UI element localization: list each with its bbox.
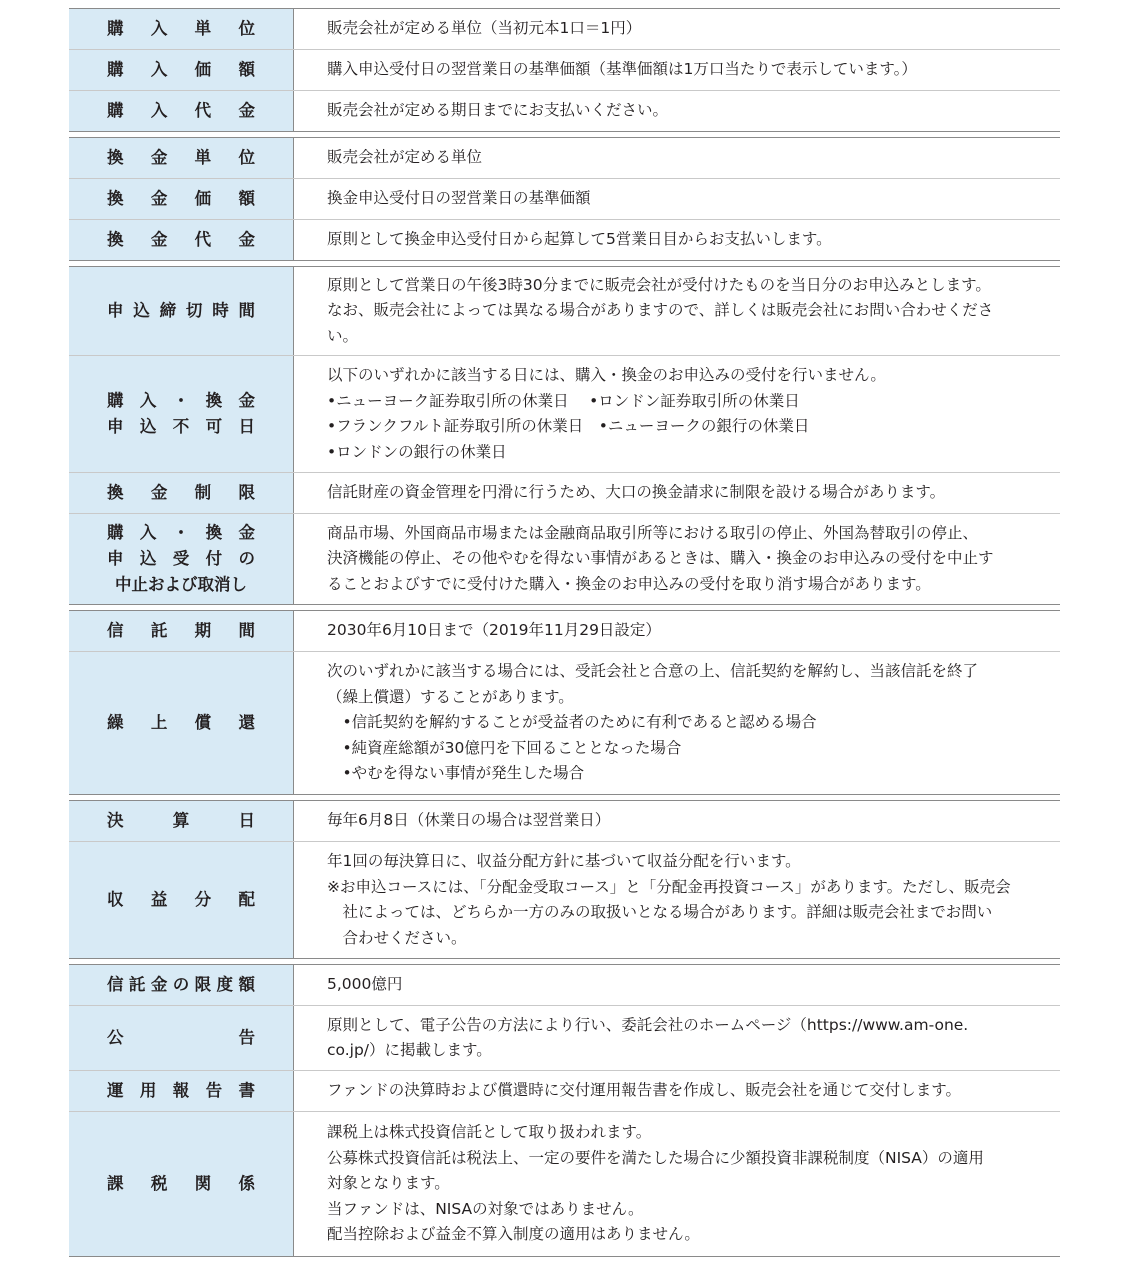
row-value-line: 課税上は株式投資信託として取り扱われます。	[327, 1123, 652, 1142]
row-label-line	[107, 1025, 255, 1051]
row-label-line	[107, 1078, 255, 1104]
row-value-line: •信託契約を解約することが受益者のために有利であると認める場合	[327, 713, 817, 732]
row-label-char: 可	[205, 417, 223, 436]
row-label-char: 位	[238, 19, 255, 38]
row-label-char: 付	[205, 549, 223, 568]
row-value-line: 原則として換金申込受付日から起算して5営業日目からお支払いします。	[327, 230, 832, 249]
row-label-char: 切	[185, 301, 203, 320]
row-value-line: 配当控除および益金不算入制度の適用はありません。	[327, 1225, 700, 1244]
table-row	[69, 965, 1060, 1005]
row-label-char: ・	[172, 523, 190, 542]
row-value	[294, 50, 1060, 90]
row-label	[69, 652, 294, 794]
row-label	[69, 965, 294, 1005]
row-label-line	[107, 887, 255, 913]
row-value	[294, 9, 1060, 49]
row-label-char: 入	[150, 19, 168, 38]
row-value-line: 5,000億円	[327, 975, 403, 994]
row-label-char: 入	[150, 60, 168, 79]
row-label-char: 金	[150, 230, 168, 249]
table-row	[69, 138, 1060, 178]
row-label-char: 込	[133, 301, 150, 320]
row-value-line: 商品市場、外国商品市場または金融商品取引所等における取引の停止、外国為替取引の停止、	[327, 523, 979, 542]
row-value	[294, 965, 1060, 1005]
row-label-char: 金	[150, 189, 168, 208]
row-label-char: 書	[238, 1081, 255, 1100]
row-label-char: 間	[238, 621, 255, 640]
row-value	[294, 652, 1060, 794]
row-value	[294, 473, 1060, 513]
row-value	[294, 842, 1060, 958]
row-label-char: 日	[238, 417, 255, 436]
row-label-char: 関	[194, 1174, 212, 1193]
row-label-line	[107, 388, 255, 414]
row-value-line: 2030年6月10日まで（2019年11月29日設定）	[327, 621, 661, 640]
row-label	[69, 514, 294, 604]
row-value-line: •純資産総額が30億円を下回ることとなった場合	[327, 738, 682, 757]
row-label	[69, 50, 294, 90]
row-label-char: 購	[107, 391, 124, 410]
row-label-char: 購	[107, 60, 124, 79]
row-label-char: 価	[194, 60, 212, 79]
row-label-line	[107, 808, 255, 834]
table-row	[69, 90, 1060, 131]
row-label-char: 代	[194, 230, 212, 249]
row-value-line: 年1回の毎決算日に、収益分配方針に基づいて収益分配を行います。	[327, 852, 801, 870]
row-value-line: 原則として、電子公告の方法により行い、委託会社のホームページ（https://www.am-one.	[327, 1015, 969, 1034]
row-value	[294, 611, 1060, 651]
row-label-line	[107, 186, 255, 212]
row-value-line: （繰上償還）することがあります。	[327, 687, 574, 706]
row-label-char: 収	[107, 890, 124, 909]
row-label-char: 申	[107, 417, 124, 436]
row-label-char: 間	[238, 301, 255, 320]
row-label-char: 分	[194, 890, 212, 909]
row-value-line: ることおよびすでに受付けた購入・換金のお申込みの受付を取り消す場合があります。	[327, 574, 931, 593]
row-label	[69, 220, 294, 260]
row-value-line: 信託財産の資金管理を円滑に行うため、大口の換金請求に制限を設ける場合があります。	[327, 483, 946, 502]
row-value	[294, 138, 1060, 178]
row-value	[294, 1071, 1060, 1111]
row-value-line: 社によっては、どちらか一方のみの取扱いとなる場合があります。詳細は販売会社までお問い	[327, 903, 993, 921]
row-label-char: 決	[107, 811, 124, 830]
row-label-char: 入	[139, 391, 157, 410]
row-label-char: 託	[128, 975, 146, 994]
row-value-line: ※お申込コースには、「分配金受取コース」と「分配金再投資コース」があります。ただし、販売会	[327, 877, 1011, 896]
row-label-char: 課	[107, 1174, 124, 1193]
row-value-line: なお、販売会社によっては異なる場合がありますので、詳しくは販売会社にお問い合わせくださ	[327, 301, 994, 320]
row-label-char: 信	[107, 975, 124, 994]
row-value-line: 対象となります。	[327, 1174, 450, 1193]
row-label-char: 価	[194, 189, 212, 208]
table-section	[69, 8, 1060, 132]
table-row	[69, 355, 1060, 472]
row-label-char: 購	[107, 523, 124, 542]
row-label-char: 換	[107, 189, 124, 208]
row-value-line: •フランクフルト証券取引所の休業日 •ニューヨークの銀行の休業日	[327, 417, 810, 435]
row-value-line: 販売会社が定める単位	[327, 148, 483, 167]
row-label-char: 税	[150, 1174, 168, 1193]
row-label-line	[107, 1171, 255, 1197]
row-label-char: 入	[150, 101, 168, 120]
row-value	[294, 179, 1060, 219]
row-label	[69, 1071, 294, 1111]
row-label-char: 告	[205, 1081, 223, 1100]
row-label-char: 度	[216, 975, 234, 994]
row-value	[294, 514, 1060, 604]
row-label-char: 締	[159, 301, 177, 320]
row-label-char: 額	[238, 975, 255, 994]
table-row	[69, 9, 1060, 49]
row-label-char: 償	[194, 713, 212, 732]
row-label	[69, 9, 294, 49]
row-label-line	[107, 546, 255, 572]
table-row	[69, 219, 1060, 260]
row-label	[69, 842, 294, 958]
row-label	[69, 91, 294, 131]
table-row	[69, 178, 1060, 219]
row-value-line: 合わせください。	[327, 928, 467, 947]
row-label	[69, 1006, 294, 1070]
row-label-char: 金	[150, 975, 168, 994]
row-label-char: 入	[139, 523, 157, 542]
row-label-char: 金	[238, 101, 255, 120]
row-value-line: 公募株式投資信託は税法上、一定の要件を満たした場合に少額投資非課税制度（NISA）の適用	[327, 1148, 984, 1167]
row-label-line	[107, 227, 255, 253]
table-section	[69, 800, 1060, 959]
row-label	[69, 1112, 294, 1256]
table-row	[69, 267, 1060, 355]
row-label-char: 日	[238, 811, 255, 830]
table-row	[69, 841, 1060, 958]
row-label-char: 運	[107, 1081, 124, 1100]
row-label-char: 報	[172, 1081, 190, 1100]
row-label-char: 金	[150, 483, 168, 502]
row-label-char: 益	[150, 890, 168, 909]
table-section	[69, 266, 1060, 605]
row-label-char: 告	[238, 1028, 255, 1047]
row-label-char: 換	[107, 230, 124, 249]
row-label	[69, 138, 294, 178]
row-value-line: ファンドの決算時および償還時に交付運用報告書を作成し、販売会社を通じて交付します。	[327, 1081, 961, 1100]
row-label-line	[107, 572, 255, 598]
row-label-char: 単	[194, 19, 212, 38]
table-section	[69, 137, 1060, 261]
row-label-char: 購	[107, 19, 124, 38]
row-label-char: 換	[107, 148, 124, 167]
row-label	[69, 473, 294, 513]
row-label-char: 信	[107, 621, 124, 640]
row-value-line: 決済機能の停止、その他やむを得ない事情があるときは、購入・換金のお申込みの受付を中止す	[327, 549, 994, 568]
row-label-char: 受	[172, 549, 190, 568]
table-row	[69, 49, 1060, 90]
row-value-line: •やむを得ない事情が発生した場合	[327, 764, 585, 783]
row-label-char: 限	[238, 483, 255, 502]
row-label-line	[107, 145, 255, 171]
row-label-char: 金	[238, 523, 255, 542]
row-value	[294, 267, 1060, 355]
row-label-char: の	[238, 549, 255, 568]
row-value-line: 販売会社が定める期日までにお支払いください。	[327, 101, 669, 120]
row-label-char: 配	[238, 890, 255, 909]
row-value-line: 以下のいずれかに該当する日には、購入・換金のお申込みの受付を行いません。	[327, 366, 886, 384]
row-value-line: 当ファンドは、NISAの対象ではありません。	[327, 1199, 644, 1218]
row-label	[69, 611, 294, 651]
row-label-char: 上	[150, 713, 168, 732]
row-label-char: 位	[238, 148, 255, 167]
row-value-line: •ニューヨーク証券取引所の休業日 •ロンドン証券取引所の休業日	[327, 391, 800, 410]
row-label-char: 単	[194, 148, 212, 167]
row-value-line: 原則として営業日の午後3時30分までに販売会社が受付けたものを当日分のお申込みとします。	[327, 275, 991, 294]
table-row	[69, 472, 1060, 513]
row-label-char: 込	[139, 417, 157, 436]
row-label-char: 限	[194, 975, 212, 994]
row-label-char: 金	[238, 230, 255, 249]
row-label-char: 中止および取消し	[115, 575, 247, 594]
row-value-line: •ロンドンの銀行の休業日	[327, 442, 507, 461]
row-label-char: 還	[238, 713, 255, 732]
row-label-char: 込	[139, 549, 157, 568]
row-value-line: い。	[327, 326, 359, 345]
row-label-char: 換	[205, 523, 223, 542]
row-label-line	[107, 520, 255, 546]
table-row	[69, 1005, 1060, 1070]
row-value-line: 販売会社が定める単位（当初元本1口＝1円）	[327, 19, 642, 38]
row-value	[294, 220, 1060, 260]
row-label-line	[107, 480, 255, 506]
row-label	[69, 801, 294, 841]
row-value-line: 毎年6月8日（休業日の場合は翌営業日）	[327, 811, 611, 830]
table-row	[69, 513, 1060, 604]
row-label-line	[107, 16, 255, 42]
row-label-line	[107, 298, 255, 324]
row-label-line	[107, 414, 255, 440]
fund-terms-table	[69, 8, 1060, 1262]
table-row	[69, 651, 1060, 794]
row-label-char: 額	[238, 60, 255, 79]
row-label-char: ・	[172, 391, 190, 410]
row-label	[69, 179, 294, 219]
row-value-line: 換金申込受付日の翌営業日の基準価額	[327, 189, 591, 208]
row-label-char: 換	[107, 483, 124, 502]
row-label-line	[107, 98, 255, 124]
row-label-line	[107, 57, 255, 83]
table-section	[69, 964, 1060, 1257]
row-value-line: co.jp/）に掲載します。	[327, 1041, 492, 1059]
table-row	[69, 1070, 1060, 1111]
row-value	[294, 801, 1060, 841]
row-label	[69, 267, 294, 355]
row-label-char: 算	[172, 811, 190, 830]
table-row	[69, 611, 1060, 651]
row-label	[69, 356, 294, 472]
table-section	[69, 610, 1060, 795]
row-label-char: 期	[194, 621, 212, 640]
row-value	[294, 1006, 1060, 1070]
row-value	[294, 1112, 1060, 1256]
row-label-char: 不	[172, 417, 190, 436]
row-label-char: の	[172, 975, 190, 994]
row-label-line	[107, 972, 255, 998]
row-label-char: 換	[205, 391, 223, 410]
row-label-char: 制	[194, 483, 212, 502]
row-label-char: 代	[194, 101, 212, 120]
row-label-char: 申	[107, 301, 124, 320]
row-label-char: 金	[150, 148, 168, 167]
row-label-char: 繰	[107, 713, 124, 732]
row-label-char: 購	[107, 101, 124, 120]
row-value	[294, 91, 1060, 131]
row-label-char: 公	[107, 1028, 124, 1047]
row-label-char: 金	[238, 391, 255, 410]
row-label-char: 額	[238, 189, 255, 208]
row-label-line	[107, 710, 255, 736]
row-label-char: 係	[238, 1174, 255, 1193]
row-label-char: 用	[139, 1081, 157, 1100]
table-row	[69, 1111, 1060, 1256]
row-label-char: 託	[150, 621, 168, 640]
row-label-char: 申	[107, 549, 124, 568]
row-label-char: 時	[212, 301, 229, 320]
table-row	[69, 801, 1060, 841]
row-value-line: 購入申込受付日の翌営業日の基準価額（基準価額は1万口当たりで表示しています。）	[327, 60, 917, 79]
row-value-line: 次のいずれかに該当する場合には、受託会社と合意の上、信託契約を解約し、当該信託を終了	[327, 662, 979, 681]
row-value	[294, 356, 1060, 472]
row-label-line	[107, 618, 255, 644]
